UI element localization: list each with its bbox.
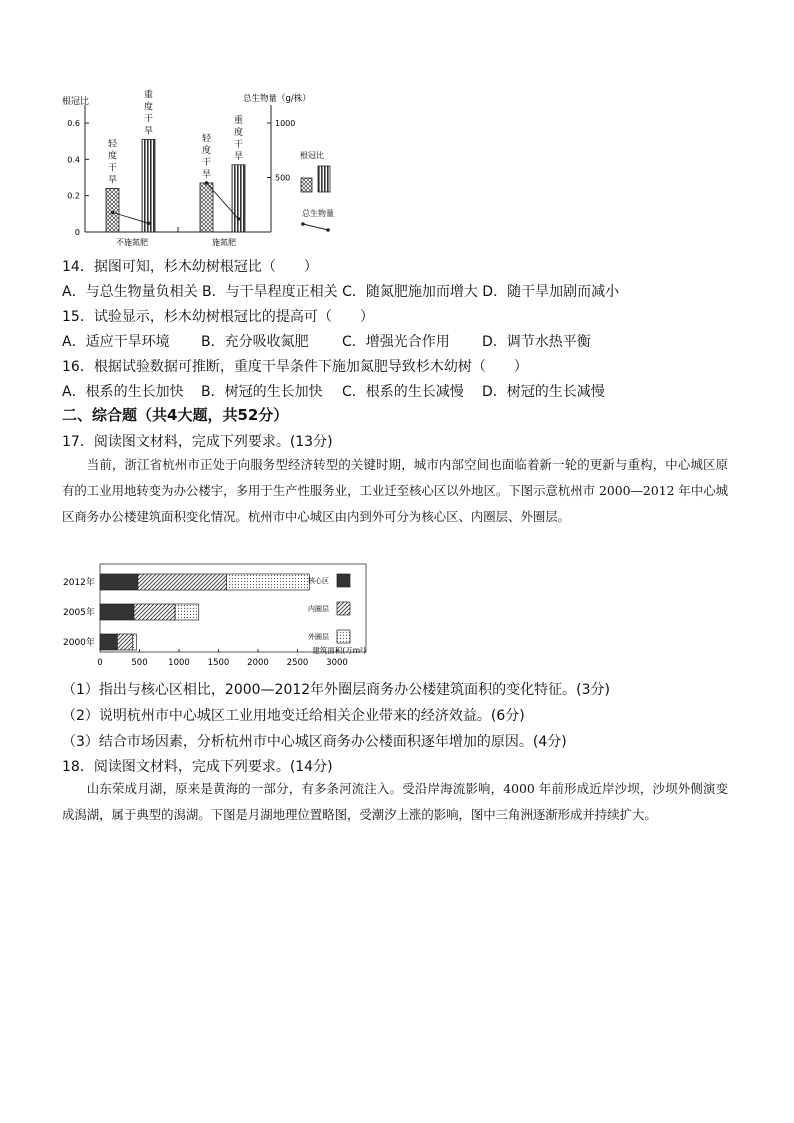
root-shoot-ratio-bar [106, 188, 119, 232]
q17-sub2: （2）说明杭州市中心城区工业用地变迁给相关企业带来的经济效益。(6分) [62, 708, 525, 724]
q17-stem: 17．阅读图文材料，完成下列要求。(13分) [62, 434, 333, 450]
x-tick-label: 1000 [168, 658, 190, 668]
legend-biomass-point [301, 222, 305, 226]
chart1-legend [300, 150, 334, 232]
root-shoot-ratio-bar [142, 139, 155, 232]
y-right-tick-label: 500 [275, 173, 291, 183]
root-shoot-ratio-bar [200, 183, 213, 232]
stacked-bar-segment [226, 574, 309, 590]
stacked-bar-segment [132, 634, 136, 650]
stacked-bar-segment [138, 574, 226, 590]
y-right-tick-label: 1000 [275, 119, 296, 128]
q17-sub3: （3）结合市场因素，分析杭州市中心城区商务办公楼面积逐年增加的原因。(4分) [62, 734, 567, 750]
x-axis-label: 建筑面积(万m²) [312, 646, 366, 655]
biomass-point [237, 217, 241, 221]
stacked-bar-segment [175, 604, 199, 620]
drought-level-label-char: 干 [107, 163, 118, 174]
legend-label-ratio: 根冠比 [300, 151, 324, 160]
legend-biomass-line [303, 224, 328, 230]
drought-level-label-char: 度 [233, 127, 244, 138]
q16-stem: 16．根据试验数据可推断，重度干旱条件下施加氮肥导致杉木幼树（ ） [62, 359, 528, 375]
q18-paragraph: 山东荣成月湖，原来是黄海的一部分，有多条河流注入。受沿岸海流影响，4000 年前形成近岸沙坝，沙坝外侧演变成潟湖，属于典型的潟湖。下图是月湖地理位置略图，受潮汐上涨的影响，图中三角洲逐渐形成并持续扩大。 [62, 781, 728, 822]
y-left-tick-label: 0.2 [67, 191, 80, 201]
drought-level-label-char: 重 [143, 90, 154, 101]
y-left-tick-label: 0.6 [67, 119, 80, 128]
x-group-label: 施氮肥 [212, 238, 236, 247]
q18-stem: 18．阅读图文材料，完成下列要求。(14分) [62, 759, 333, 775]
office-area-chart [60, 562, 380, 672]
chart2-bars [100, 574, 309, 650]
x-tick-label: 2000 [247, 658, 269, 668]
y-left-tick-label: 0.4 [67, 155, 80, 165]
chart1-bars [106, 88, 245, 232]
y-left-tick-label: 0 [74, 228, 80, 237]
legend-label: 核心区 [308, 577, 329, 585]
drought-level-label-char: 度 [107, 151, 118, 162]
legend-biomass-point [326, 228, 330, 232]
q15-option-a: A．适应干旱环境 [62, 334, 170, 350]
root-shoot-ratio-chart [60, 88, 350, 250]
y-right-label: 总生物量（g/株） [243, 94, 311, 104]
drought-level-label-char: 轻 [107, 139, 118, 150]
biomass-point [111, 211, 115, 215]
biomass-point [147, 221, 151, 225]
legend-swatch [337, 574, 350, 587]
q17-sub1: （1）指出与核心区相比，2000—2012年外圈层商务办公楼建筑面积的变化特征。(3分) [62, 682, 610, 698]
drought-level-label-char: 旱 [201, 169, 212, 180]
stacked-bar-segment [100, 634, 117, 650]
q16-option-b: B．树冠的生长加快 [201, 384, 323, 400]
root-shoot-ratio-bar [232, 165, 245, 232]
legend-swatch [337, 630, 350, 643]
x-tick-label: 2500 [286, 658, 309, 668]
q15-option-d: D．调节水热平衡 [482, 334, 591, 350]
legend-swatch-light [301, 178, 312, 192]
biomass-point [205, 181, 209, 185]
year-label: 2005年 [63, 608, 95, 618]
q14-options: A．与总生物量负相关 B．与干旱程度正相关 C．随氮肥施加而增大 D．随干旱加剧而减小 [62, 284, 620, 300]
chart2-legend [308, 574, 350, 643]
drought-level-label-char: 度 [201, 145, 212, 156]
drought-level-label-char: 旱 [143, 126, 154, 137]
x-tick-label: 0 [97, 658, 103, 668]
drought-level-label-char: 轻 [201, 133, 212, 144]
chart1-axes [67, 105, 295, 247]
stacked-bar-segment [134, 604, 175, 620]
y-left-label: 根冠比 [62, 97, 90, 107]
q14-stem: 14．据图可知，杉木幼树根冠比（ ） [62, 259, 318, 275]
x-tick-label: 3000 [326, 658, 348, 668]
q16-option-c: C．根系的生长减慢 [342, 384, 464, 400]
q15-option-b: B．充分吸收氮肥 [201, 334, 309, 350]
q15-option-c: C．增强光合作用 [342, 334, 450, 350]
drought-level-label-char: 干 [233, 139, 244, 150]
x-tick-label: 500 [131, 658, 148, 668]
q15-stem: 15．试验显示，杉木幼树根冠比的提高可（ ） [62, 309, 374, 325]
drought-level-label-char: 重 [233, 115, 244, 126]
year-label: 2012年 [63, 578, 95, 588]
drought-level-label-char: 旱 [107, 175, 118, 186]
legend-label: 外圈层 [308, 633, 329, 641]
q16-option-d: D．树冠的生长减慢 [482, 384, 605, 400]
drought-level-label-char: 度 [143, 102, 154, 113]
drought-level-label-char: 旱 [233, 151, 244, 162]
q17-paragraph: 当前，浙江省杭州市正处于向服务型经济转型的关键时期，城市内部空间也面临着新一轮的更新与重构，中心城区原有的工业用地转变为办公楼宇，多用于生产性服务业，工业迁至核心区以外地区。下图示意杭州市 2000—2012 年中心城区商务办公楼建筑面积变化情况。杭州市中心城区由内到外可分为核心区、内圈层、外圈层。 [62, 457, 728, 524]
stacked-bar-segment [100, 574, 138, 590]
x-group-label: 不施氮肥 [116, 238, 148, 247]
legend-label-biomass: 总生物量 [302, 209, 334, 218]
x-tick-label: 1500 [207, 658, 230, 668]
q16-option-a: A．根系的生长加快 [62, 384, 184, 400]
legend-swatch-heavy [318, 166, 330, 192]
drought-level-label-char: 干 [143, 114, 154, 125]
legend-label: 内圈层 [308, 605, 329, 613]
stacked-bar-segment [100, 604, 134, 620]
stacked-bar-segment [117, 634, 132, 650]
drought-level-label-char: 干 [201, 157, 212, 168]
year-label: 2000年 [63, 638, 95, 648]
section-2-heading: 二、综合题（共4大题，共52分） [62, 406, 289, 424]
legend-swatch [337, 602, 350, 615]
